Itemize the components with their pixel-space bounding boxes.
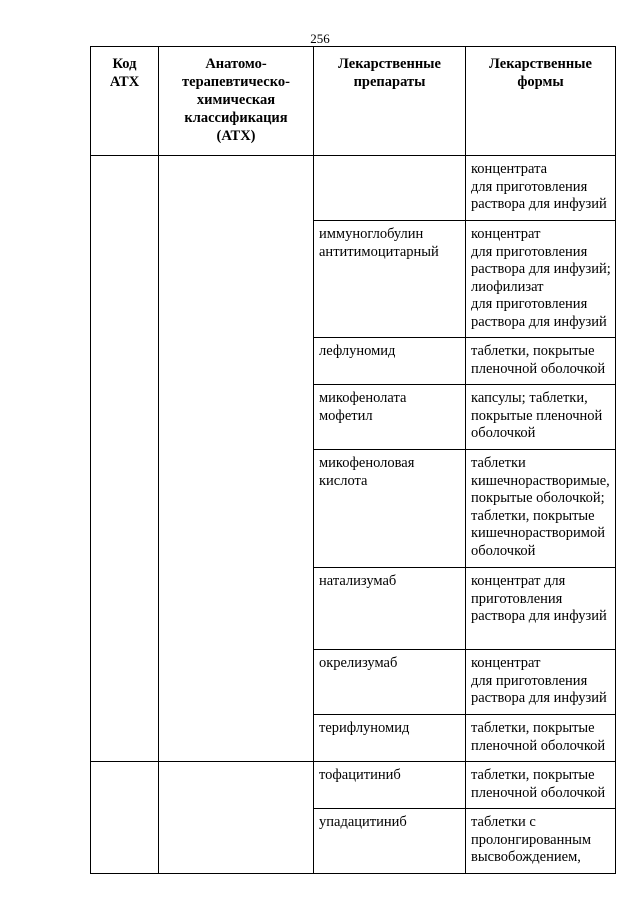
page-number: 256 (310, 31, 330, 46)
dosage-form-cell: концентрат для приготовления раствора для инфузий (466, 568, 616, 650)
dosage-form-cell: концентрата для приготовления раствора для инфузий (466, 156, 616, 221)
table-row (91, 156, 616, 221)
drug-cell: окрелизумаб (314, 650, 466, 715)
dosage-form-cell: таблетки, покрытые пленочной оболочкой (466, 338, 616, 385)
dosage-form-cell: таблетки кишечнорастворимые, покрытые оболочкой; таблетки, покрытые кишечнорастворимой оболочкой (466, 450, 616, 568)
drug-cell: терифлуномид (314, 715, 466, 762)
drug-table (90, 46, 616, 874)
drug-cell (314, 156, 466, 221)
dosage-form-cell: капсулы; таблетки, покрытые пленочной оболочкой (466, 385, 616, 450)
atc-code-cell (91, 762, 159, 874)
dosage-form-cell: концентрат для приготовления раствора для инфузий; лиофилизат для приготовления раствора для инфузий (466, 221, 616, 338)
drug-cell: натализумаб (314, 568, 466, 650)
drug-cell: микофеноловая кислота (314, 450, 466, 568)
header-atc-code: Код АТХ (91, 47, 159, 156)
dosage-form-cell: таблетки, покрытые пленочной оболочкой (466, 715, 616, 762)
drug-cell: микофенолата мофетил (314, 385, 466, 450)
drug-table-container (90, 46, 616, 874)
dosage-form-cell: таблетки с пролонгированным высвобождением, (466, 809, 616, 874)
header-atc-classification: Анатомо- терапевтическо- химическая классификация (АТХ) (159, 47, 314, 156)
dosage-form-cell: таблетки, покрытые пленочной оболочкой (466, 762, 616, 809)
header-drugs: Лекарственные препараты (314, 47, 466, 156)
drug-cell: лефлуномид (314, 338, 466, 385)
header-row (91, 47, 616, 156)
atc-classification-cell (159, 156, 314, 762)
drug-cell: иммуноглобулин антитимоцитарный (314, 221, 466, 338)
dosage-form-cell: концентрат для приготовления раствора для инфузий (466, 650, 616, 715)
atc-classification-cell (159, 762, 314, 874)
drug-cell: упадацитиниб (314, 809, 466, 874)
atc-code-cell (91, 156, 159, 762)
table-row (91, 762, 616, 809)
drug-cell: тофацитиниб (314, 762, 466, 809)
header-dosage-forms: Лекарственные формы (466, 47, 616, 156)
